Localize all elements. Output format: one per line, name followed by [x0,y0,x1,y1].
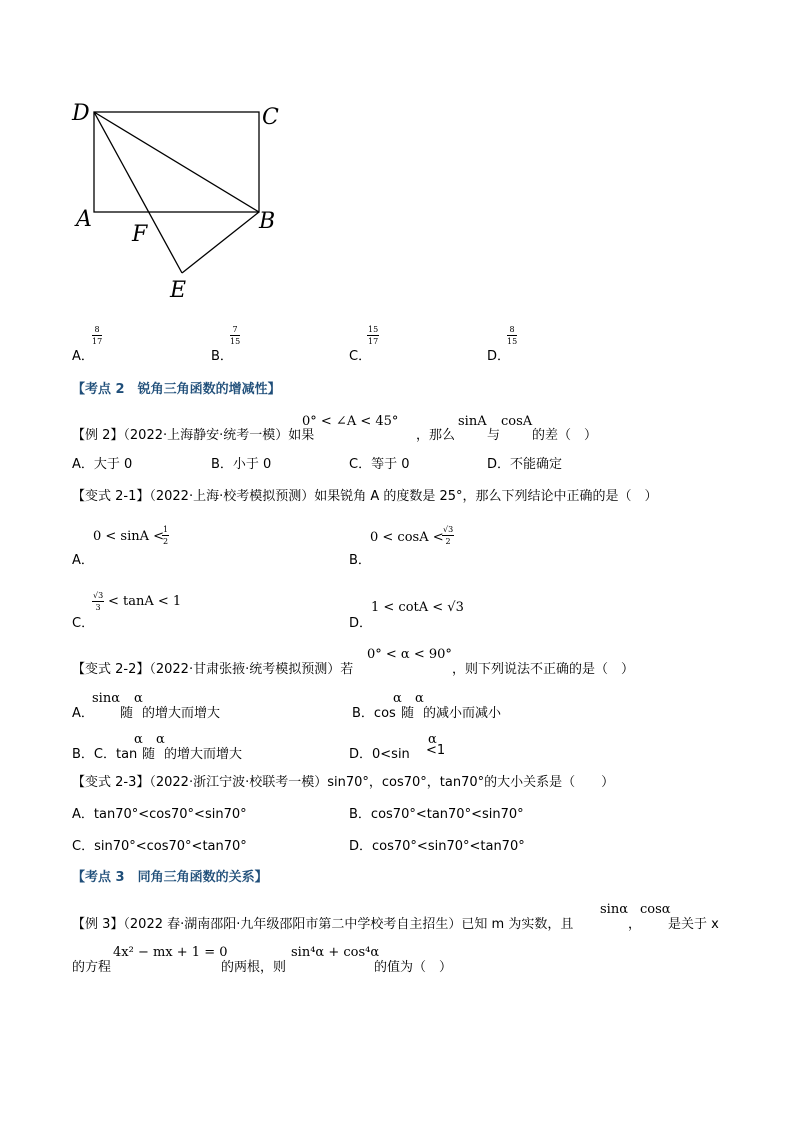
variant22-condition: 0° < α < 90° [367,647,452,662]
q1-option-b-fraction [230,324,240,347]
example3-expression: sin⁴α + cos⁴α [291,945,380,960]
label-b: B [259,209,276,234]
variant22-a-t2: 的增大而增大 [142,706,221,721]
variant22-d-t: <1 [426,743,446,758]
q1-option-d-label: D． [487,349,511,364]
example3-comma: ， [628,917,642,932]
variant22-c-t2: 的增大而增大 [164,747,243,762]
variant22-d-alpha: α [428,732,437,747]
q1-option-c-label: C． [349,349,372,364]
variant22-c-alpha1: α [134,732,143,747]
label-c: C [262,105,279,130]
denominator: 17 [368,337,379,346]
geometry-figure [70,95,310,305]
numerator: 8 [507,324,517,336]
variant21-b-label: B． [349,553,371,568]
variant22-a-t1: 随 [120,706,134,721]
numerator: 15 [368,325,379,334]
denominator: 2 [163,537,169,546]
variant22-suffix: ，则下列说法不正确的是（ ） [452,662,635,677]
variant21-b-math: 0 < cosA < [370,530,444,545]
example3-line1: 【例 3】（2022 春·湖南邵阳·九年级邵阳市第二中学校考自主招生）已知 m 为实数，且 [72,917,574,932]
segment-de [94,112,182,273]
q1-option-b-label: B． [211,349,233,364]
example2-prefix: 【例 2】（2022·上海静安·统考一模）如果 [72,428,315,443]
section-heading-point3: 【考点 3 同角三角函数的关系】 [72,870,268,885]
denominator: 15 [507,337,518,346]
variant21-d-math: 1 < cotA < √3 [371,600,464,615]
variant22-b-t1: 随 [401,706,415,721]
variant21-d-label: D． [349,616,373,631]
example3-line1-end: 是关于 x [668,917,719,932]
label-f: F [132,222,148,247]
variant23-option-b: B．cos70°<tan70°<sin70° [349,807,524,822]
variant22-b-alpha1: α [393,691,402,706]
denominator: 2 [445,537,451,546]
example2-stem [72,424,314,443]
variant21-b-fraction [442,524,454,547]
numerator: 8 [92,324,102,336]
example2-cosa: cosA [501,414,533,429]
example2-option-d: D．不能确定 [487,457,563,472]
variant21-c-label: C． [72,616,95,631]
example2-option-b: B．小于 0 [211,457,272,472]
variant23-option-c: C．sin70°<cos70°<tan70° [72,839,247,854]
example2-suffix: 的差（ ） [532,428,598,443]
example2-option-a: A．大于 0 [72,457,133,472]
numerator: √3 [443,525,454,534]
example2-condition: 0° < ∠A < 45° [302,414,399,429]
example2-option-c: C．等于 0 [349,457,410,472]
q1-option-d-fraction [507,324,517,347]
variant23-option-d: D．cos70°<sin70°<tan70° [349,839,525,854]
numerator: 7 [230,324,240,336]
q1-option-c-fraction [367,324,379,347]
label-d: D [72,101,90,126]
example3-equation: 4x² − mx + 1 = 0 [113,945,228,960]
denominator: 15 [230,337,241,346]
variant22-b-alpha2: α [415,691,424,706]
label-a: A [76,207,92,232]
variant22-a-label: A． [72,706,94,721]
q1-option-a-fraction [92,324,102,347]
variant22-c-alpha2: α [156,732,165,747]
diagonal-db [94,112,259,212]
variant21-stem: 【变式 2-1】（2022·上海·校考模拟预测）如果锐角 A 的度数是 25°，那么下列结论中正确的是（ ） [72,489,658,504]
variant21-a-math: 0 < sinA < [93,529,165,544]
variant22-c-label: B．C．tan [72,747,138,762]
denominator: 3 [95,603,101,612]
example2-mid1: ，那么 [416,428,456,443]
q1-option-a-label: A． [72,349,94,364]
section-heading-point2: 【考点 2 锐角三角函数的增减性】 [72,382,281,397]
variant22-a-alpha: α [134,691,143,706]
variant21-a-label: A． [72,553,94,568]
variant22-a-func: sinα [92,691,120,706]
example3-cosa: cosα [640,902,671,917]
variant21-c-fraction [92,590,104,613]
variant22-prefix: 【变式 2-2】（2022·甘肃张掖·统考模拟预测）若 [72,662,354,677]
example3-line2-c: 的值为（ ） [374,960,453,975]
variant22-c-t1: 随 [142,747,156,762]
example3-line2-a: 的方程 [72,960,112,975]
variant23-option-a: A．tan70°<cos70°<sin70° [72,807,247,822]
variant21-a-fraction [162,524,169,547]
label-e: E [170,278,187,303]
segment-eb [182,212,259,273]
variant23-stem: 【变式 2-3】（2022·浙江宁波·校联考一模）sin70°，cos70°，tan70°的大小关系是（ ） [72,775,615,790]
numerator: √3 [93,591,104,600]
variant22-b-label: B．cos [352,706,396,721]
variant21-c-math: < tanA < 1 [108,594,182,609]
variant22-b-t2: 的减小而减小 [423,706,502,721]
example3-sina: sinα [600,902,628,917]
example3-line2-b: 的两根，则 [221,960,287,975]
example2-sina: sinA [458,414,487,429]
denominator: 17 [92,337,103,346]
variant22-d-label: D．0<sin [349,747,410,762]
example2-mid2: 与 [487,428,501,443]
numerator: 1 [163,525,169,534]
